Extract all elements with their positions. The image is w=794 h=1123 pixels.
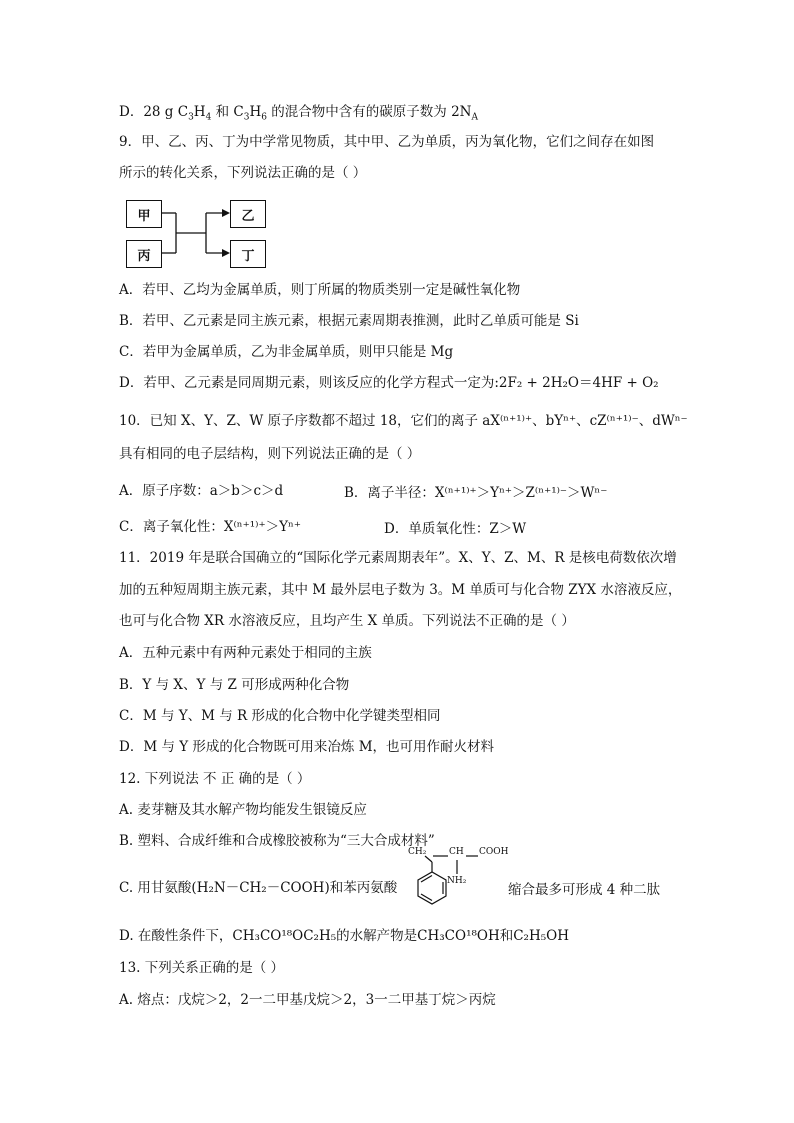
q9-stem-line1: 9．甲、乙、丙、丁为中学常见物质，其中甲、乙为单质，丙为氧化物，它们之间存在如图 bbox=[119, 134, 655, 150]
box-ding: 丁 bbox=[230, 240, 266, 268]
q9-option-d: D．若甲、乙元素是同周期元素，则该反应的化学方程式一定为:2F₂ + 2H₂O＝4HF + O₂ bbox=[119, 375, 659, 391]
box-yi: 乙 bbox=[230, 200, 266, 228]
q12-option-d: D. 在酸性条件下，CH₃CO¹⁸OC₂H₅的水解产物是CH₃CO¹⁸OH和C₂H₅OH bbox=[119, 928, 569, 944]
struct-ch2: CH₂ bbox=[408, 847, 427, 857]
q12-option-a: A. 麦芽糖及其水解产物均能发生银镜反应 bbox=[119, 802, 367, 818]
q12-option-c-part1: C. 用甘氨酸(H₂N－CH₂－COOH)和苯丙氨酸 bbox=[119, 880, 398, 896]
struct-cooh: COOH bbox=[479, 847, 509, 857]
q11-stem-line1: 11．2019 年是联合国确立的“国际化学元素周期表年”。X、Y、Z、M、R 是核电荷数依次增 bbox=[119, 550, 677, 566]
q11-option-a: A．五种元素中有两种元素处于相同的主族 bbox=[119, 645, 372, 661]
q11-option-d: D．M 与 Y 形成的化合物既可用来冶炼 M，也可用作耐火材料 bbox=[119, 739, 495, 755]
q11-stem-line2: 加的五种短周期主族元素，其中 M 最外层电子数为 3。M 单质可与化合物 ZYX 水溶液反应， bbox=[119, 582, 682, 598]
q11-option-b: B．Y 与 X、Y 与 Z 可形成两种化合物 bbox=[119, 677, 350, 693]
q9-stem-line2: 所示的转化关系，下列说法正确的是（ ） bbox=[119, 165, 367, 181]
q13-stem: 13. 下列关系正确的是（ ） bbox=[119, 960, 285, 976]
q12-option-c-part2: 缩合最多可形成 4 种二肽 bbox=[508, 882, 661, 898]
struct-nh2: NH₂ bbox=[447, 876, 467, 886]
q12-option-b: B. 塑料、合成纤维和合成橡胶被称为“三大合成材料” bbox=[119, 833, 435, 849]
q9-option-a: A．若甲、乙均为金属单质，则丁所属的物质类别一定是碱性氧化物 bbox=[119, 282, 521, 298]
box-bing: 丙 bbox=[126, 240, 162, 268]
q11-stem-line3: 也可与化合物 XR 水溶液反应，且均产生 X 单质。下列说法不正确的是（ ） bbox=[119, 613, 575, 629]
q12-stem: 12. 下列说法 不 正 确的是（ ） bbox=[119, 771, 311, 787]
q10-option-b: B．离子半径：X⁽ⁿ⁺¹⁾⁺＞Yⁿ⁺＞Z⁽ⁿ⁺¹⁾⁻＞Wⁿ⁻ bbox=[344, 485, 608, 501]
q10-option-c: C．离子氧化性：X⁽ⁿ⁺¹⁾⁺＞Yⁿ⁺ bbox=[119, 519, 301, 535]
struct-ch: CH bbox=[449, 847, 464, 857]
q10-option-a: A．原子序数：a＞b＞c＞d bbox=[119, 483, 284, 499]
q11-option-c: C．M 与 Y、M 与 R 形成的化合物中化学键类型相同 bbox=[119, 708, 441, 724]
q9-option-b: B．若甲、乙元素是同主族元素，根据元素周期表推测，此时乙单质可能是 Si bbox=[119, 313, 579, 329]
q8-option-d: D．28 g $C_3H_4$ 和 $C_3H_6$ 的混合物中含有的碳原子数为 $2N_A$ bbox=[119, 104, 478, 123]
q9-option-c: C．若甲为金属单质，乙为非金属单质，则甲只能是 Mg bbox=[119, 344, 454, 360]
q10-option-d: D．单质氧化性：Z＞W bbox=[384, 521, 527, 537]
q10-stem-line1: 10．已知 X、Y、Z、W 原子序数都不超过 18，它们的离子 aX⁽ⁿ⁺¹⁾⁺、bYⁿ⁺、cZ⁽ⁿ⁺¹⁾⁻、dWⁿ⁻ bbox=[119, 413, 688, 429]
q13-option-a: A. 熔点：戊烷＞2，2一二甲基戊烷＞2，3一二甲基丁烷＞丙烷 bbox=[119, 992, 496, 1008]
q10-stem-line2: 具有相同的电子层结构，则下列说法正确的是（ ） bbox=[119, 446, 421, 462]
box-jia: 甲 bbox=[126, 200, 162, 228]
